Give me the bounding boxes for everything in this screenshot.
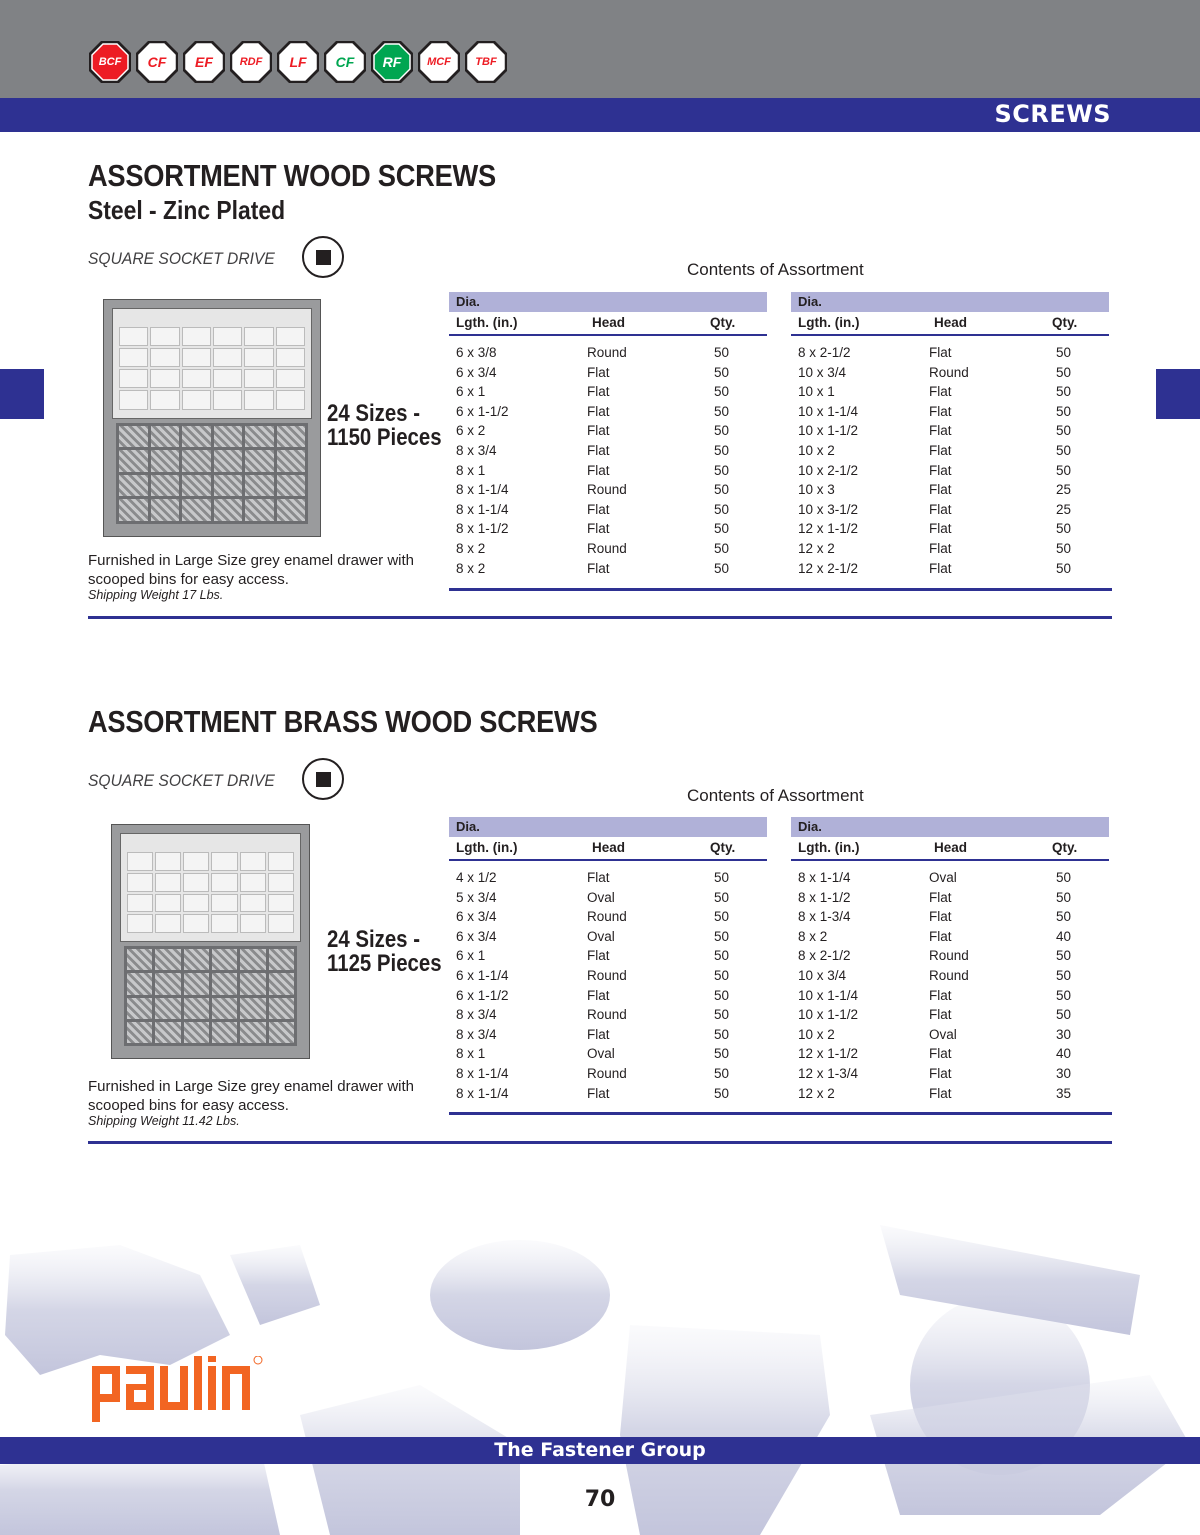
lgth-header: Lgth. (in.) — [456, 315, 518, 330]
head-cell: Flat — [929, 521, 952, 537]
drive-type: SQUARE SOCKET DRIVE — [88, 249, 275, 268]
head-cell: Round — [587, 1007, 627, 1023]
size-cell: 8 x 3/4 — [456, 1007, 497, 1023]
product-image — [111, 824, 310, 1059]
head-cell: Round — [929, 364, 969, 380]
head-header: Head — [592, 840, 626, 855]
head-cell: Flat — [929, 928, 952, 944]
table-row — [791, 1086, 1109, 1106]
tbf-logo — [464, 40, 508, 84]
qty-cell: 50 — [714, 948, 730, 964]
table-row — [449, 365, 767, 385]
table-row — [791, 404, 1109, 424]
size-cell: 8 x 1-1/2 — [456, 521, 509, 537]
head-cell: Round — [587, 1065, 627, 1081]
head-cell: Round — [587, 967, 627, 983]
size-cell: 10 x 1-1/2 — [798, 1007, 859, 1023]
size-cell: 10 x 3/4 — [798, 364, 847, 380]
size-cell: 4 x 1/2 — [456, 870, 497, 885]
qty-cell: 50 — [714, 1046, 730, 1062]
size-cell: 6 x 1-1/2 — [456, 403, 509, 419]
table-row — [449, 521, 767, 541]
size-cell: 6 x 3/4 — [456, 928, 497, 944]
size-cell: 10 x 1 — [798, 384, 835, 400]
head-cell: Flat — [929, 1085, 952, 1101]
size-cell: 8 x 3/4 — [456, 442, 497, 458]
head-cell: Flat — [587, 987, 610, 1003]
size-cell: 10 x 2 — [798, 1026, 835, 1042]
contents-title: Contents of Assortment — [687, 260, 864, 279]
size-cell: 6 x 3/4 — [456, 364, 497, 380]
qty-cell: 50 — [1056, 967, 1072, 983]
head-cell: Flat — [929, 423, 952, 439]
bcf-logo — [88, 40, 132, 84]
section-subtitle: Steel - Zinc Plated — [88, 195, 286, 225]
head-cell: Round — [929, 967, 969, 983]
table-row — [449, 482, 767, 502]
qty-cell: 50 — [714, 928, 730, 944]
section-divider — [88, 1141, 1112, 1144]
pieces-count — [327, 928, 442, 976]
head-cell: Flat — [929, 1046, 952, 1062]
logo-text: RDF — [239, 56, 263, 68]
size-cell: 12 x 1-3/4 — [798, 1065, 859, 1081]
section-title: ASSORTMENT BRASS WOOD SCREWS — [88, 704, 598, 739]
square-drive-icon — [302, 236, 344, 278]
size-cell: 8 x 2-1/2 — [798, 948, 851, 964]
size-cell: 10 x 3/4 — [798, 967, 847, 983]
lf-logo — [276, 40, 320, 84]
qty-cell: 50 — [1056, 948, 1072, 964]
logo-text: BCF — [98, 56, 122, 68]
head-cell: Flat — [587, 462, 610, 478]
size-cell: 12 x 2 — [798, 540, 835, 556]
head-cell: Flat — [929, 909, 952, 925]
qty-cell: 50 — [1056, 423, 1072, 439]
shipping-weight: Shipping Weight 11.42 Lbs. — [88, 1114, 240, 1128]
table-row — [791, 909, 1109, 929]
qty-cell: 50 — [1056, 540, 1072, 556]
qty-cell: 50 — [714, 967, 730, 983]
section-divider — [88, 616, 1112, 619]
size-cell: 6 x 3/8 — [456, 345, 497, 360]
qty-cell: 50 — [1056, 384, 1072, 400]
contents-table-right — [791, 817, 1109, 1105]
table-row — [449, 909, 767, 929]
column-headers — [449, 837, 767, 861]
size-cell: 12 x 2 — [798, 1085, 835, 1101]
lgth-header: Lgth. (in.) — [798, 840, 860, 855]
table-row — [449, 988, 767, 1008]
table-row — [791, 988, 1109, 1008]
size-cell: 12 x 1-1/2 — [798, 521, 859, 537]
table-row — [449, 541, 767, 561]
rf-logo — [370, 40, 414, 84]
logo-text: CF — [335, 54, 355, 70]
table-row — [791, 870, 1109, 890]
column-headers — [791, 312, 1109, 336]
lgth-header: Lgth. (in.) — [798, 315, 860, 330]
size-cell: 6 x 1 — [456, 948, 486, 964]
mcf-logo — [417, 40, 461, 84]
qty-cell: 50 — [714, 540, 730, 556]
table-row — [791, 561, 1109, 581]
table-row — [449, 345, 767, 365]
qty-cell: 50 — [1056, 889, 1072, 905]
qty-cell: 40 — [1056, 928, 1072, 944]
table-row — [791, 968, 1109, 988]
size-cell: 8 x 2 — [456, 540, 486, 556]
size-cell: 8 x 1-1/4 — [456, 501, 509, 517]
head-cell: Flat — [587, 364, 610, 380]
square-drive-icon — [302, 758, 344, 800]
contents-table-left — [449, 817, 767, 1105]
head-header: Head — [934, 840, 968, 855]
head-cell: Flat — [929, 384, 952, 400]
table-bottom-rule — [449, 588, 1112, 591]
qty-cell: 50 — [714, 442, 730, 458]
qty-cell: 50 — [714, 482, 730, 498]
qty-cell: 35 — [1056, 1085, 1072, 1101]
table-row — [791, 890, 1109, 910]
section-title: ASSORTMENT WOOD SCREWS — [88, 158, 496, 193]
qty-cell: 40 — [1056, 1046, 1072, 1062]
size-cell: 6 x 1-1/2 — [456, 987, 509, 1003]
product-image — [103, 299, 321, 537]
head-cell: Flat — [587, 948, 610, 964]
head-cell: Flat — [587, 423, 610, 439]
cf-red-logo — [135, 40, 179, 84]
page-number: 70 — [584, 1487, 616, 1512]
qty-cell: 50 — [714, 462, 730, 478]
table-row — [791, 1027, 1109, 1047]
qty-cell: 50 — [714, 1026, 730, 1042]
size-cell: 8 x 1-3/4 — [798, 909, 851, 925]
head-cell: Round — [587, 345, 627, 360]
table-row — [791, 929, 1109, 949]
head-cell: Flat — [929, 403, 952, 419]
table-row — [791, 1066, 1109, 1086]
table-row — [449, 968, 767, 988]
head-cell: Flat — [929, 560, 952, 576]
size-cell: 10 x 1-1/2 — [798, 423, 859, 439]
rdf-logo — [229, 40, 273, 84]
qty-header: Qty. — [1052, 840, 1078, 855]
footer-group: The Fastener Group — [494, 1439, 706, 1461]
table-row — [449, 561, 767, 581]
table-row — [449, 1046, 767, 1066]
head-cell: Flat — [929, 345, 952, 360]
column-headers — [791, 837, 1109, 861]
logo-text: MCF — [427, 56, 451, 68]
head-cell: Flat — [587, 501, 610, 517]
size-cell: 10 x 3 — [798, 482, 835, 498]
head-header: Head — [934, 315, 968, 330]
head-cell: Flat — [929, 482, 952, 498]
qty-cell: 50 — [1056, 1007, 1072, 1023]
head-cell: Flat — [929, 442, 952, 458]
pieces-line1: 24 Sizes - — [327, 400, 420, 427]
qty-header: Qty. — [1052, 315, 1078, 330]
table-row — [449, 1027, 767, 1047]
size-cell: 8 x 2-1/2 — [798, 345, 851, 360]
qty-cell: 50 — [714, 1065, 730, 1081]
head-cell: Oval — [587, 889, 615, 905]
head-cell: Round — [929, 948, 969, 964]
qty-cell: 50 — [714, 501, 730, 517]
size-cell: 8 x 2 — [798, 928, 828, 944]
qty-cell: 50 — [714, 345, 730, 360]
size-cell: 10 x 2-1/2 — [798, 462, 859, 478]
head-cell: Flat — [587, 1085, 610, 1101]
qty-cell: 50 — [1056, 870, 1072, 885]
table-row — [791, 502, 1109, 522]
table-row — [791, 463, 1109, 483]
qty-header: Qty. — [710, 840, 736, 855]
head-cell: Oval — [929, 870, 957, 885]
table-row — [449, 423, 767, 443]
contents-title: Contents of Assortment — [687, 786, 864, 805]
furnished-line2: scooped bins for easy access. — [88, 1097, 289, 1114]
section-label: SCREWS — [994, 100, 1111, 128]
qty-cell: 50 — [1056, 403, 1072, 419]
size-cell: 10 x 3-1/2 — [798, 501, 859, 517]
size-cell: 12 x 2-1/2 — [798, 560, 859, 576]
table-row — [449, 1066, 767, 1086]
qty-cell: 30 — [1056, 1026, 1072, 1042]
qty-cell: 50 — [714, 384, 730, 400]
side-tab-left — [0, 369, 44, 419]
size-cell: 8 x 1-1/4 — [456, 482, 509, 498]
head-cell: Round — [587, 540, 627, 556]
side-tab-right — [1156, 369, 1200, 419]
size-cell: 8 x 1-1/4 — [456, 1085, 509, 1101]
head-cell: Flat — [929, 1007, 952, 1023]
size-cell: 8 x 1 — [456, 1046, 486, 1062]
dia-header: Dia. — [791, 817, 1109, 837]
table-row — [791, 345, 1109, 365]
column-headers — [449, 312, 767, 336]
table-row — [791, 1007, 1109, 1027]
size-cell: 10 x 1-1/4 — [798, 403, 859, 419]
table-row — [449, 948, 767, 968]
head-cell: Flat — [929, 501, 952, 517]
logo-text: LF — [289, 54, 307, 70]
lgth-header: Lgth. (in.) — [456, 840, 518, 855]
head-cell: Flat — [587, 1026, 610, 1042]
head-cell: Oval — [587, 1046, 615, 1062]
qty-cell: 50 — [714, 364, 730, 380]
furnished-line2: scooped bins for easy access. — [88, 571, 289, 588]
head-cell: Flat — [929, 462, 952, 478]
logo-text: CF — [147, 54, 167, 70]
head-cell: Flat — [587, 403, 610, 419]
table-row — [791, 482, 1109, 502]
pieces-line2: 1150 Pieces — [327, 424, 442, 451]
table-row — [449, 443, 767, 463]
size-cell: 12 x 1-1/2 — [798, 1046, 859, 1062]
table-row — [449, 1086, 767, 1106]
qty-cell: 30 — [1056, 1065, 1072, 1081]
cf-green-logo — [323, 40, 367, 84]
qty-cell: 50 — [1056, 987, 1072, 1003]
qty-cell: 50 — [714, 870, 730, 885]
table-row — [449, 890, 767, 910]
head-cell: Flat — [929, 889, 952, 905]
head-cell: Flat — [587, 442, 610, 458]
contents-table-left — [449, 292, 767, 580]
logo-text: RF — [382, 54, 402, 70]
size-cell: 8 x 2 — [456, 560, 486, 576]
contents-table-right — [791, 292, 1109, 580]
dia-header: Dia. — [449, 292, 767, 312]
ef-logo — [182, 40, 226, 84]
qty-cell: 50 — [1056, 909, 1072, 925]
table-row — [449, 404, 767, 424]
furnished-line1: Furnished in Large Size grey enamel drawer with — [88, 1078, 414, 1095]
size-cell: 6 x 2 — [456, 423, 486, 439]
pieces-count — [327, 402, 442, 450]
table-row — [449, 502, 767, 522]
head-header: Head — [592, 315, 626, 330]
table-row — [449, 929, 767, 949]
table-row — [791, 423, 1109, 443]
head-cell: Round — [587, 909, 627, 925]
logo-text: EF — [195, 54, 213, 70]
size-cell: 8 x 1-1/4 — [456, 1065, 509, 1081]
size-cell: 6 x 1-1/4 — [456, 967, 509, 983]
size-cell: 8 x 3/4 — [456, 1026, 497, 1042]
table-row — [791, 541, 1109, 561]
furnished-note — [88, 551, 414, 589]
head-cell: Flat — [587, 521, 610, 537]
table-row — [791, 443, 1109, 463]
table-row — [791, 1046, 1109, 1066]
qty-cell: 50 — [714, 909, 730, 925]
table-row — [449, 1007, 767, 1027]
furnished-line1: Furnished in Large Size grey enamel drawer with — [88, 552, 414, 569]
table-row — [449, 463, 767, 483]
dia-header: Dia. — [449, 817, 767, 837]
qty-cell: 50 — [1056, 442, 1072, 458]
size-cell: 6 x 1 — [456, 384, 486, 400]
brand-logos — [88, 40, 508, 84]
qty-cell: 50 — [714, 1085, 730, 1101]
head-cell: Oval — [929, 1026, 957, 1042]
head-cell: Flat — [587, 560, 610, 576]
shipping-weight: Shipping Weight 17 Lbs. — [88, 588, 224, 602]
qty-cell: 50 — [1056, 521, 1072, 537]
size-cell: 8 x 1 — [456, 462, 486, 478]
qty-cell: 50 — [714, 423, 730, 439]
table-bottom-rule — [449, 1112, 1112, 1115]
pieces-line2: 1125 Pieces — [327, 950, 442, 977]
size-cell: 5 x 3/4 — [456, 889, 497, 905]
qty-cell: 50 — [1056, 462, 1072, 478]
table-row — [791, 384, 1109, 404]
head-cell: Flat — [929, 1065, 952, 1081]
qty-cell: 50 — [714, 403, 730, 419]
qty-cell: 50 — [714, 1007, 730, 1023]
size-cell: 8 x 1-1/4 — [798, 870, 851, 885]
size-cell: 10 x 2 — [798, 442, 835, 458]
table-row — [791, 948, 1109, 968]
table-row — [449, 384, 767, 404]
qty-cell: 50 — [1056, 364, 1072, 380]
pieces-line1: 24 Sizes - — [327, 926, 420, 953]
head-cell: Oval — [587, 928, 615, 944]
qty-cell: 50 — [1056, 345, 1072, 360]
qty-cell: 25 — [1056, 501, 1072, 517]
paulin-logo — [92, 1356, 268, 1422]
table-row — [791, 365, 1109, 385]
size-cell: 10 x 1-1/4 — [798, 987, 859, 1003]
furnished-note — [88, 1077, 414, 1115]
head-cell: Flat — [587, 870, 610, 885]
size-cell: 8 x 1-1/2 — [798, 889, 851, 905]
qty-cell: 25 — [1056, 482, 1072, 498]
drive-type: SQUARE SOCKET DRIVE — [88, 771, 275, 790]
size-cell: 6 x 3/4 — [456, 909, 497, 925]
head-cell: Flat — [587, 384, 610, 400]
dia-header: Dia. — [791, 292, 1109, 312]
table-row — [449, 870, 767, 890]
qty-cell: 50 — [714, 521, 730, 537]
table-row — [791, 521, 1109, 541]
qty-cell: 50 — [714, 560, 730, 576]
qty-header: Qty. — [710, 315, 736, 330]
qty-cell: 50 — [714, 987, 730, 1003]
head-cell: Round — [587, 482, 627, 498]
qty-cell: 50 — [1056, 560, 1072, 576]
logo-text: TBF — [475, 56, 497, 68]
head-cell: Flat — [929, 987, 952, 1003]
head-cell: Flat — [929, 540, 952, 556]
qty-cell: 50 — [714, 889, 730, 905]
